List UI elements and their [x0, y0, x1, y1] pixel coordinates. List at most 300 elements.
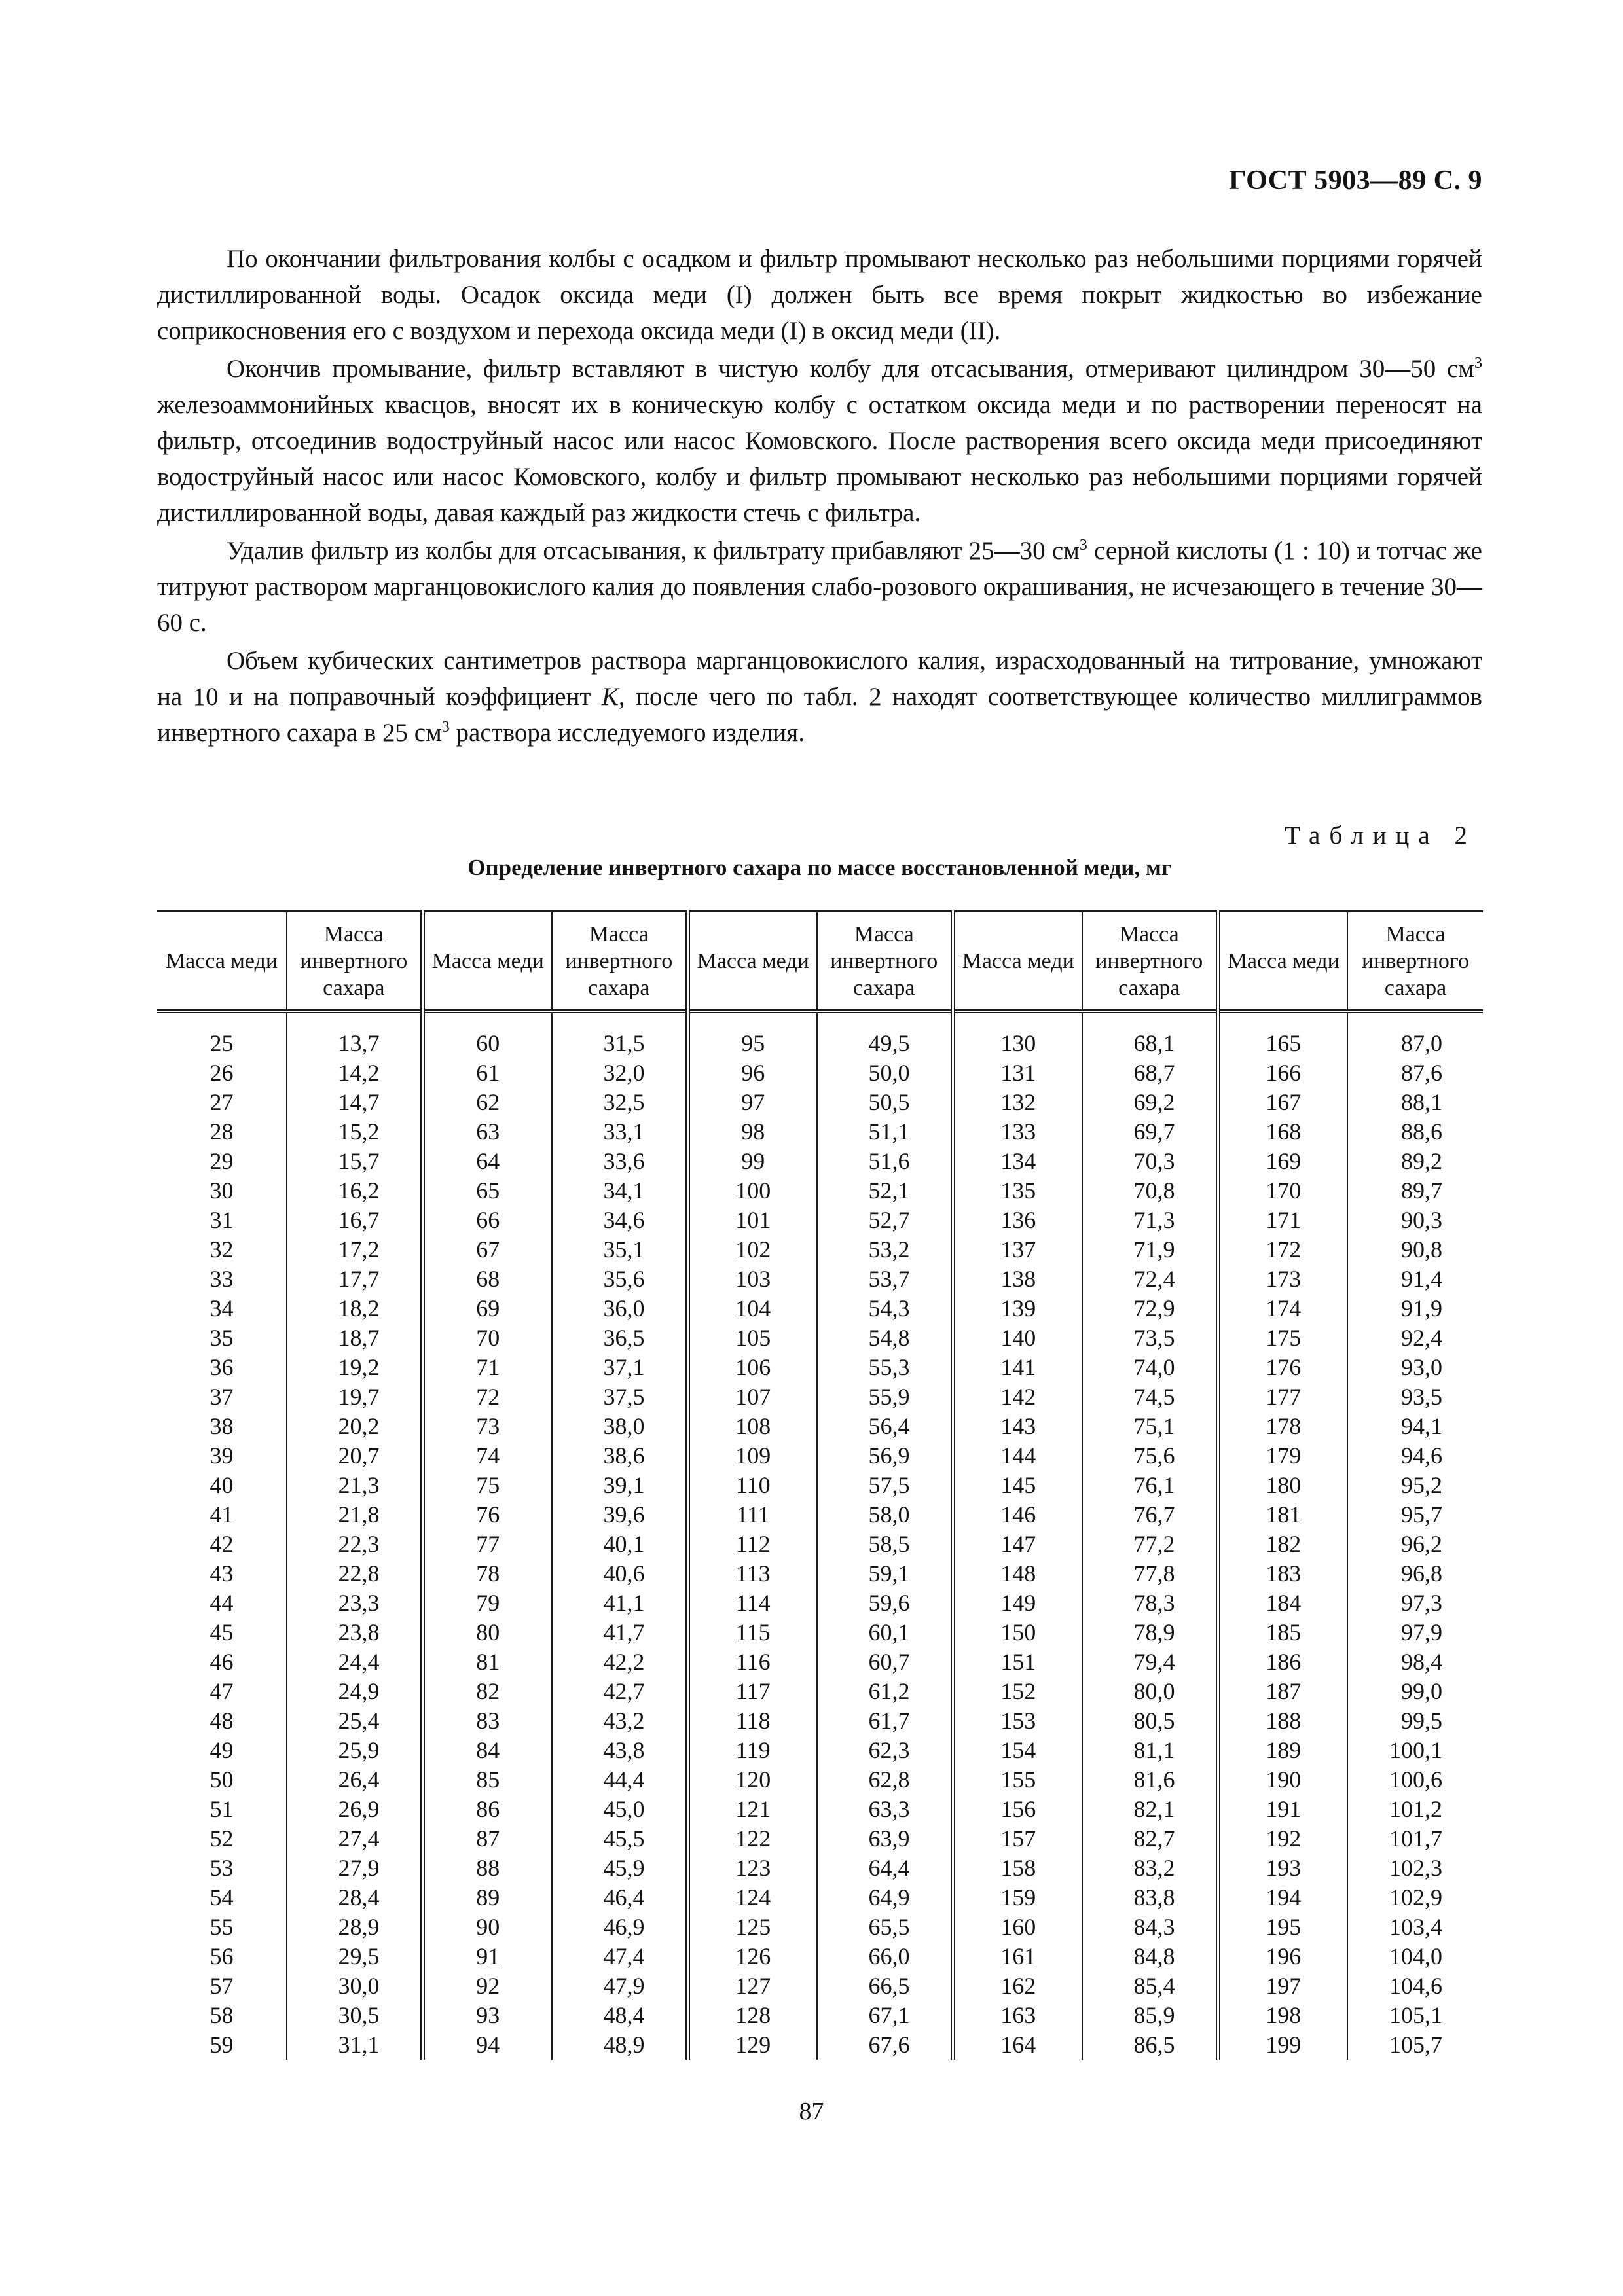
sugar-mass-cell: 89,7 [1347, 1176, 1483, 1206]
copper-mass-cell: 136 [953, 1206, 1082, 1235]
sugar-mass-cell: 39,6 [552, 1500, 687, 1530]
sugar-mass-cell: 51,6 [817, 1147, 953, 1176]
copper-mass-cell: 30 [210, 1177, 234, 1204]
copper-mass-cell: 69 [422, 1294, 552, 1323]
copper-mass-cell: 45 [210, 1619, 234, 1645]
sugar-mass-cell: 84,3 [1082, 1912, 1218, 1942]
sugar-mass-cell: 81,6 [1082, 1765, 1218, 1795]
copper-mass-cell: 105 [687, 1323, 817, 1353]
copper-mass-cell: 131 [953, 1058, 1082, 1088]
sugar-mass-cell: 96,2 [1347, 1530, 1483, 1559]
copper-mass-cell: 90 [422, 1912, 552, 1942]
table-row [157, 1147, 1483, 1176]
table-row [157, 1294, 1483, 1323]
copper-mass-cell: 130 [953, 1011, 1082, 1058]
copper-mass-cell: 170 [1218, 1176, 1347, 1206]
copper-mass-cell: 50 [210, 1767, 234, 1793]
copper-mass-cell: 71 [422, 1353, 552, 1382]
sugar-mass-cell: 18,7 [287, 1323, 422, 1353]
sugar-mass-cell: 99,0 [1347, 1677, 1483, 1706]
copper-mass-cell: 53 [210, 1855, 234, 1881]
sugar-mass-cell: 88,6 [1347, 1117, 1483, 1147]
copper-mass-cell: 62 [422, 1088, 552, 1117]
copper-mass-cell: 132 [953, 1088, 1082, 1117]
copper-mass-cell: 109 [687, 1441, 817, 1471]
sugar-mass-cell: 35,6 [552, 1265, 687, 1294]
sugar-mass-cell: 49,5 [817, 1011, 953, 1058]
sugar-mass-cell: 26,4 [287, 1765, 422, 1795]
sugar-mass-cell: 82,1 [1082, 1795, 1218, 1824]
copper-mass-cell: 40 [210, 1472, 234, 1498]
sugar-mass-cell: 91,4 [1347, 1265, 1483, 1294]
sugar-mass-cell: 37,5 [552, 1382, 687, 1412]
sugar-mass-cell: 26,9 [287, 1795, 422, 1824]
sugar-mass-cell: 42,7 [552, 1677, 687, 1706]
sugar-mass-cell: 21,8 [287, 1500, 422, 1530]
paragraph-4 [157, 643, 1482, 751]
sugar-mass-cell: 62,8 [817, 1765, 953, 1795]
sugar-mass-cell: 74,0 [1082, 1353, 1218, 1382]
copper-mass-cell: 151 [953, 1647, 1082, 1677]
sugar-mass-cell: 71,3 [1082, 1206, 1218, 1235]
sugar-mass-cell: 19,7 [287, 1382, 422, 1412]
table-row [157, 1971, 1483, 2001]
copper-mass-cell: 173 [1218, 1265, 1347, 1294]
sugar-mass-cell: 78,3 [1082, 1588, 1218, 1618]
copper-mass-cell: 67 [422, 1235, 552, 1265]
copper-mass-cell: 129 [687, 2030, 817, 2060]
sugar-mass-cell: 90,3 [1347, 1206, 1483, 1235]
copper-mass-cell: 74 [422, 1441, 552, 1471]
copper-mass-cell: 196 [1218, 1942, 1347, 1971]
copper-mass-cell: 124 [687, 1883, 817, 1912]
sugar-mass-cell: 69,2 [1082, 1088, 1218, 1117]
sugar-mass-cell: 94,6 [1347, 1441, 1483, 1471]
sugar-mass-cell: 100,6 [1347, 1765, 1483, 1795]
sugar-mass-cell: 77,8 [1082, 1559, 1218, 1588]
copper-mass-cell: 29 [210, 1148, 234, 1174]
copper-mass-cell: 100 [687, 1176, 817, 1206]
sugar-mass-cell: 38,0 [552, 1412, 687, 1441]
sugar-mass-cell: 15,7 [287, 1147, 422, 1176]
sugar-mass-cell: 96,8 [1347, 1559, 1483, 1588]
sugar-mass-cell: 32,5 [552, 1088, 687, 1117]
table-row [157, 1618, 1483, 1647]
sugar-mass-cell: 61,7 [817, 1706, 953, 1736]
page-number: 87 [799, 2098, 824, 2125]
sugar-mass-cell: 42,2 [552, 1647, 687, 1677]
column-header-sugar: Масса инвертного сахара [1082, 912, 1218, 1012]
column-header-copper: Масса меди [687, 912, 817, 1012]
copper-mass-cell: 182 [1218, 1530, 1347, 1559]
sugar-mass-cell: 20,7 [287, 1441, 422, 1471]
copper-mass-cell: 61 [422, 1058, 552, 1088]
sugar-mass-cell: 54,8 [817, 1323, 953, 1353]
sugar-mass-cell: 79,4 [1082, 1647, 1218, 1677]
sugar-mass-cell: 86,5 [1082, 2030, 1218, 2060]
copper-mass-cell: 119 [687, 1736, 817, 1765]
sugar-mass-cell: 93,0 [1347, 1353, 1483, 1382]
copper-mass-cell: 194 [1218, 1883, 1347, 1912]
sugar-mass-cell: 18,2 [287, 1294, 422, 1323]
copper-mass-cell: 35 [210, 1325, 234, 1351]
sugar-mass-cell: 45,5 [552, 1824, 687, 1854]
copper-mass-cell: 83 [422, 1706, 552, 1736]
sugar-mass-cell: 16,7 [287, 1206, 422, 1235]
sugar-mass-cell: 50,5 [817, 1088, 953, 1117]
copper-mass-cell: 39 [210, 1443, 234, 1469]
sugar-mass-cell: 93,5 [1347, 1382, 1483, 1412]
sugar-mass-cell: 48,4 [552, 2001, 687, 2030]
sugar-mass-cell: 53,2 [817, 1235, 953, 1265]
sugar-mass-cell: 40,6 [552, 1559, 687, 1588]
sugar-mass-cell: 85,4 [1082, 1971, 1218, 2001]
copper-mass-cell: 161 [953, 1942, 1082, 1971]
copper-mass-cell: 146 [953, 1500, 1082, 1530]
sugar-mass-cell: 97,3 [1347, 1588, 1483, 1618]
sugar-mass-cell: 95,2 [1347, 1471, 1483, 1500]
copper-mass-cell: 168 [1218, 1117, 1347, 1147]
column-header-sugar: Масса инвертного сахара [552, 912, 687, 1012]
sugar-mass-cell: 30,0 [287, 1971, 422, 2001]
sugar-mass-cell: 92,4 [1347, 1323, 1483, 1353]
sugar-mass-cell: 62,3 [817, 1736, 953, 1765]
table-row [157, 1441, 1483, 1471]
copper-mass-cell: 68 [422, 1265, 552, 1294]
copper-mass-cell: 128 [687, 2001, 817, 2030]
copper-mass-cell: 81 [422, 1647, 552, 1677]
copper-mass-cell: 172 [1218, 1235, 1347, 1265]
sugar-mass-cell: 56,9 [817, 1441, 953, 1471]
sugar-mass-cell: 77,2 [1082, 1530, 1218, 1559]
table-row [157, 1412, 1483, 1441]
table-row [157, 1206, 1483, 1235]
sugar-mass-cell: 63,3 [817, 1795, 953, 1824]
copper-mass-cell: 31 [210, 1207, 234, 1233]
copper-mass-cell: 112 [687, 1530, 817, 1559]
copper-mass-cell: 125 [687, 1912, 817, 1942]
copper-mass-cell: 77 [422, 1530, 552, 1559]
sugar-mass-cell: 70,8 [1082, 1176, 1218, 1206]
sugar-mass-cell: 23,3 [287, 1588, 422, 1618]
column-header-copper: Масса меди [1218, 912, 1347, 1012]
paragraph-3-part-2: серной кислоты (1 : 10) и тотчас же титруют раствором марганцовокислого калия до появления слабо-розового окрашивания, не исчезающего в течение 30—60 с. [157, 537, 1482, 637]
copper-mass-cell: 142 [953, 1382, 1082, 1412]
sugar-mass-cell: 74,5 [1082, 1382, 1218, 1412]
sugar-mass-cell: 90,8 [1347, 1235, 1483, 1265]
copper-mass-cell: 42 [210, 1531, 234, 1557]
sugar-mass-cell: 39,1 [552, 1471, 687, 1500]
sugar-mass-cell: 59,6 [817, 1588, 953, 1618]
sugar-mass-cell: 43,8 [552, 1736, 687, 1765]
column-header-sugar: Масса инвертного сахара [817, 912, 953, 1012]
sugar-mass-cell: 35,1 [552, 1235, 687, 1265]
copper-mass-cell: 104 [687, 1294, 817, 1323]
sugar-mass-cell: 102,3 [1347, 1854, 1483, 1883]
sugar-mass-cell: 20,2 [287, 1412, 422, 1441]
sugar-mass-cell: 84,8 [1082, 1942, 1218, 1971]
sugar-mass-cell: 67,1 [817, 2001, 953, 2030]
copper-mass-cell: 148 [953, 1559, 1082, 1588]
sugar-mass-cell: 43,2 [552, 1706, 687, 1736]
sugar-mass-cell: 32,0 [552, 1058, 687, 1088]
table-row [157, 1500, 1483, 1530]
table-row [157, 1795, 1483, 1824]
sugar-mass-cell: 59,1 [817, 1559, 953, 1588]
sugar-mass-cell: 68,1 [1082, 1011, 1218, 1058]
copper-mass-cell: 178 [1218, 1412, 1347, 1441]
copper-mass-cell: 141 [953, 1353, 1082, 1382]
sugar-mass-cell: 17,2 [287, 1235, 422, 1265]
copper-mass-cell: 139 [953, 1294, 1082, 1323]
sugar-mass-cell: 104,0 [1347, 1942, 1483, 1971]
superscript: 3 [441, 719, 450, 736]
sugar-mass-cell: 14,2 [287, 1058, 422, 1088]
sugar-mass-cell: 94,1 [1347, 1412, 1483, 1441]
sugar-mass-cell: 58,0 [817, 1500, 953, 1530]
sugar-mass-cell: 52,1 [817, 1176, 953, 1206]
sugar-mass-cell: 65,5 [817, 1912, 953, 1942]
sugar-mass-cell: 101,7 [1347, 1824, 1483, 1854]
copper-mass-cell: 25 [210, 1030, 234, 1056]
sugar-mass-cell: 105,1 [1347, 2001, 1483, 2030]
table-row [157, 1176, 1483, 1206]
copper-mass-cell: 98 [687, 1117, 817, 1147]
copper-mass-cell: 152 [953, 1677, 1082, 1706]
copper-mass-cell: 88 [422, 1854, 552, 1883]
sugar-mass-cell: 87,6 [1347, 1058, 1483, 1088]
copper-mass-cell: 28 [210, 1119, 234, 1145]
copper-mass-cell: 85 [422, 1765, 552, 1795]
sugar-mass-cell: 55,9 [817, 1382, 953, 1412]
copper-mass-cell: 56 [210, 1943, 234, 1969]
sugar-mass-cell: 91,9 [1347, 1294, 1483, 1323]
copper-mass-cell: 150 [953, 1618, 1082, 1647]
copper-mass-cell: 197 [1218, 1971, 1347, 2001]
sugar-mass-cell: 73,5 [1082, 1323, 1218, 1353]
copper-mass-cell: 64 [422, 1147, 552, 1176]
copper-mass-cell: 192 [1218, 1824, 1347, 1854]
sugar-mass-cell: 80,5 [1082, 1706, 1218, 1736]
copper-mass-cell: 32 [210, 1236, 234, 1263]
copper-mass-cell: 27 [210, 1089, 234, 1115]
copper-mass-cell: 199 [1218, 2030, 1347, 2060]
copper-mass-cell: 113 [687, 1559, 817, 1588]
sugar-mass-cell: 64,9 [817, 1883, 953, 1912]
copper-mass-cell: 153 [953, 1706, 1082, 1736]
table-row [157, 1530, 1483, 1559]
sugar-mass-cell: 44,4 [552, 1765, 687, 1795]
copper-mass-cell: 76 [422, 1500, 552, 1530]
paragraph-2-part-1: Окончив промывание, фильтр вставляют в чистую колбу для отсасывания, отмеривают цилиндром 30—50 см [227, 355, 1474, 383]
sugar-mass-cell: 83,8 [1082, 1883, 1218, 1912]
copper-mass-cell: 82 [422, 1677, 552, 1706]
copper-mass-cell: 174 [1218, 1294, 1347, 1323]
sugar-mass-cell: 22,8 [287, 1559, 422, 1588]
copper-mass-cell: 73 [422, 1412, 552, 1441]
copper-mass-cell: 84 [422, 1736, 552, 1765]
copper-mass-cell: 60 [422, 1011, 552, 1058]
table-row [157, 1824, 1483, 1854]
copper-mass-cell: 101 [687, 1206, 817, 1235]
paragraph-2 [157, 351, 1482, 531]
copper-mass-cell: 185 [1218, 1618, 1347, 1647]
sugar-mass-cell: 16,2 [287, 1176, 422, 1206]
copper-mass-cell: 180 [1218, 1471, 1347, 1500]
copper-mass-cell: 116 [687, 1647, 817, 1677]
copper-mass-cell: 160 [953, 1912, 1082, 1942]
sugar-mass-cell: 100,1 [1347, 1736, 1483, 1765]
copper-mass-cell: 135 [953, 1176, 1082, 1206]
sugar-mass-cell: 99,5 [1347, 1706, 1483, 1736]
copper-mass-cell: 163 [953, 2001, 1082, 2030]
copper-mass-cell: 70 [422, 1323, 552, 1353]
copper-mass-cell: 183 [1218, 1559, 1347, 1588]
copper-mass-cell: 86 [422, 1795, 552, 1824]
sugar-mass-cell: 64,4 [817, 1854, 953, 1883]
copper-mass-cell: 57 [210, 1973, 234, 1999]
sugar-mass-cell: 24,9 [287, 1677, 422, 1706]
sugar-mass-cell: 19,2 [287, 1353, 422, 1382]
copper-mass-cell: 122 [687, 1824, 817, 1854]
sugar-mass-cell: 66,0 [817, 1942, 953, 1971]
copper-mass-cell: 187 [1218, 1677, 1347, 1706]
copper-mass-cell: 162 [953, 1971, 1082, 2001]
sugar-mass-cell: 22,3 [287, 1530, 422, 1559]
sugar-mass-cell: 47,4 [552, 1942, 687, 1971]
copper-mass-cell: 127 [687, 1971, 817, 2001]
copper-mass-cell: 89 [422, 1883, 552, 1912]
sugar-mass-cell: 57,5 [817, 1471, 953, 1500]
sugar-mass-cell: 45,0 [552, 1795, 687, 1824]
copper-mass-cell: 99 [687, 1147, 817, 1176]
copper-mass-cell: 63 [422, 1117, 552, 1147]
copper-mass-cell: 46 [210, 1649, 234, 1675]
copper-mass-cell: 44 [210, 1590, 234, 1616]
sugar-mass-cell: 60,7 [817, 1647, 953, 1677]
sugar-mass-cell: 66,5 [817, 1971, 953, 2001]
copper-mass-cell: 175 [1218, 1323, 1347, 1353]
superscript: 3 [1474, 355, 1482, 372]
copper-mass-cell: 106 [687, 1353, 817, 1382]
sugar-mass-cell: 87,0 [1347, 1011, 1483, 1058]
sugar-mass-cell: 14,7 [287, 1088, 422, 1117]
copper-mass-cell: 140 [953, 1323, 1082, 1353]
table-row [157, 1058, 1483, 1088]
sugar-mass-cell: 36,0 [552, 1294, 687, 1323]
copper-mass-cell: 108 [687, 1412, 817, 1441]
copper-mass-cell: 195 [1218, 1912, 1347, 1942]
copper-mass-cell: 120 [687, 1765, 817, 1795]
copper-mass-cell: 158 [953, 1854, 1082, 1883]
sugar-mass-cell: 76,7 [1082, 1500, 1218, 1530]
copper-mass-cell: 165 [1218, 1011, 1347, 1058]
column-header-sugar: Масса инвертного сахара [287, 912, 422, 1012]
copper-mass-cell: 177 [1218, 1382, 1347, 1412]
copper-mass-cell: 117 [687, 1677, 817, 1706]
sugar-mass-cell: 75,1 [1082, 1412, 1218, 1441]
copper-mass-cell: 176 [1218, 1353, 1347, 1382]
copper-mass-cell: 188 [1218, 1706, 1347, 1736]
copper-mass-cell: 96 [687, 1058, 817, 1088]
sugar-mass-cell: 54,3 [817, 1294, 953, 1323]
sugar-mass-cell: 37,1 [552, 1353, 687, 1382]
sugar-mass-cell: 85,9 [1082, 2001, 1218, 2030]
copper-mass-cell: 110 [687, 1471, 817, 1500]
copper-mass-cell: 147 [953, 1530, 1082, 1559]
column-header-copper: Масса меди [953, 912, 1082, 1012]
sugar-mass-cell: 76,1 [1082, 1471, 1218, 1500]
copper-mass-cell: 38 [210, 1413, 234, 1439]
copper-mass-cell: 191 [1218, 1795, 1347, 1824]
sugar-mass-cell: 102,9 [1347, 1883, 1483, 1912]
table-row [157, 1765, 1483, 1795]
sugar-mass-cell: 27,9 [287, 1854, 422, 1883]
sugar-mass-cell: 36,5 [552, 1323, 687, 1353]
sugar-mass-cell: 104,6 [1347, 1971, 1483, 2001]
sugar-mass-cell: 88,1 [1347, 1088, 1483, 1117]
table-row [157, 1323, 1483, 1353]
sugar-mass-cell: 38,6 [552, 1441, 687, 1471]
sugar-mass-cell: 75,6 [1082, 1441, 1218, 1471]
sugar-mass-cell: 52,7 [817, 1206, 953, 1235]
table-row [157, 2030, 1483, 2060]
sugar-mass-cell: 17,7 [287, 1265, 422, 1294]
superscript: 3 [1079, 537, 1087, 554]
copper-mass-cell: 51 [210, 1796, 234, 1822]
sugar-mass-cell: 40,1 [552, 1530, 687, 1559]
copper-mass-cell: 26 [210, 1060, 234, 1086]
table-row [157, 1088, 1483, 1117]
copper-mass-cell: 87 [422, 1824, 552, 1854]
copper-mass-cell: 181 [1218, 1500, 1347, 1530]
copper-mass-cell: 75 [422, 1471, 552, 1500]
sugar-mass-cell: 60,1 [817, 1618, 953, 1647]
copper-mass-cell: 41 [210, 1501, 234, 1528]
copper-mass-cell: 91 [422, 1942, 552, 1971]
copper-mass-cell: 92 [422, 1971, 552, 2001]
sugar-mass-cell: 72,4 [1082, 1265, 1218, 1294]
sugar-mass-cell: 61,2 [817, 1677, 953, 1706]
copper-mass-cell: 121 [687, 1795, 817, 1824]
sugar-mass-cell: 28,4 [287, 1883, 422, 1912]
copper-mass-cell: 80 [422, 1618, 552, 1647]
body-text [157, 241, 1482, 753]
paragraph-2-part-2: железоаммонийных квасцов, вносят их в коническую колбу с остатком оксида меди и по растворении переносят на фильтр, отсоединив водоструйный насос или насос Комовского. После растворения всего оксида меди присоединяют водоструйный насос или насос Комовского, колбу и фильтр промывают несколько раз небольшими порциями горячей дистиллированной воды, давая каждый раз жидкости стечь с фильтра. [157, 391, 1482, 527]
sugar-mass-cell: 31,1 [287, 2030, 422, 2060]
copper-mass-cell: 72 [422, 1382, 552, 1412]
table-row [157, 1117, 1483, 1147]
table-row [157, 1706, 1483, 1736]
sugar-mass-cell: 15,2 [287, 1117, 422, 1147]
sugar-mass-cell: 78,9 [1082, 1618, 1218, 1647]
copper-mass-cell: 154 [953, 1736, 1082, 1765]
sugar-mass-cell: 31,5 [552, 1011, 687, 1058]
sugar-mass-cell: 97,9 [1347, 1618, 1483, 1647]
copper-mass-cell: 189 [1218, 1736, 1347, 1765]
sugar-mass-cell: 69,7 [1082, 1117, 1218, 1147]
copper-mass-cell: 95 [687, 1011, 817, 1058]
copper-mass-cell: 36 [210, 1354, 234, 1380]
sugar-mass-cell: 105,7 [1347, 2030, 1483, 2060]
copper-mass-cell: 47 [210, 1678, 234, 1704]
copper-mass-cell: 58 [210, 2002, 234, 2028]
data-table [157, 910, 1483, 2060]
copper-mass-cell: 54 [210, 1884, 234, 1910]
column-header-sugar: Масса инвертного сахара [1347, 912, 1483, 1012]
table-row [157, 1235, 1483, 1265]
table-row [157, 1912, 1483, 1942]
